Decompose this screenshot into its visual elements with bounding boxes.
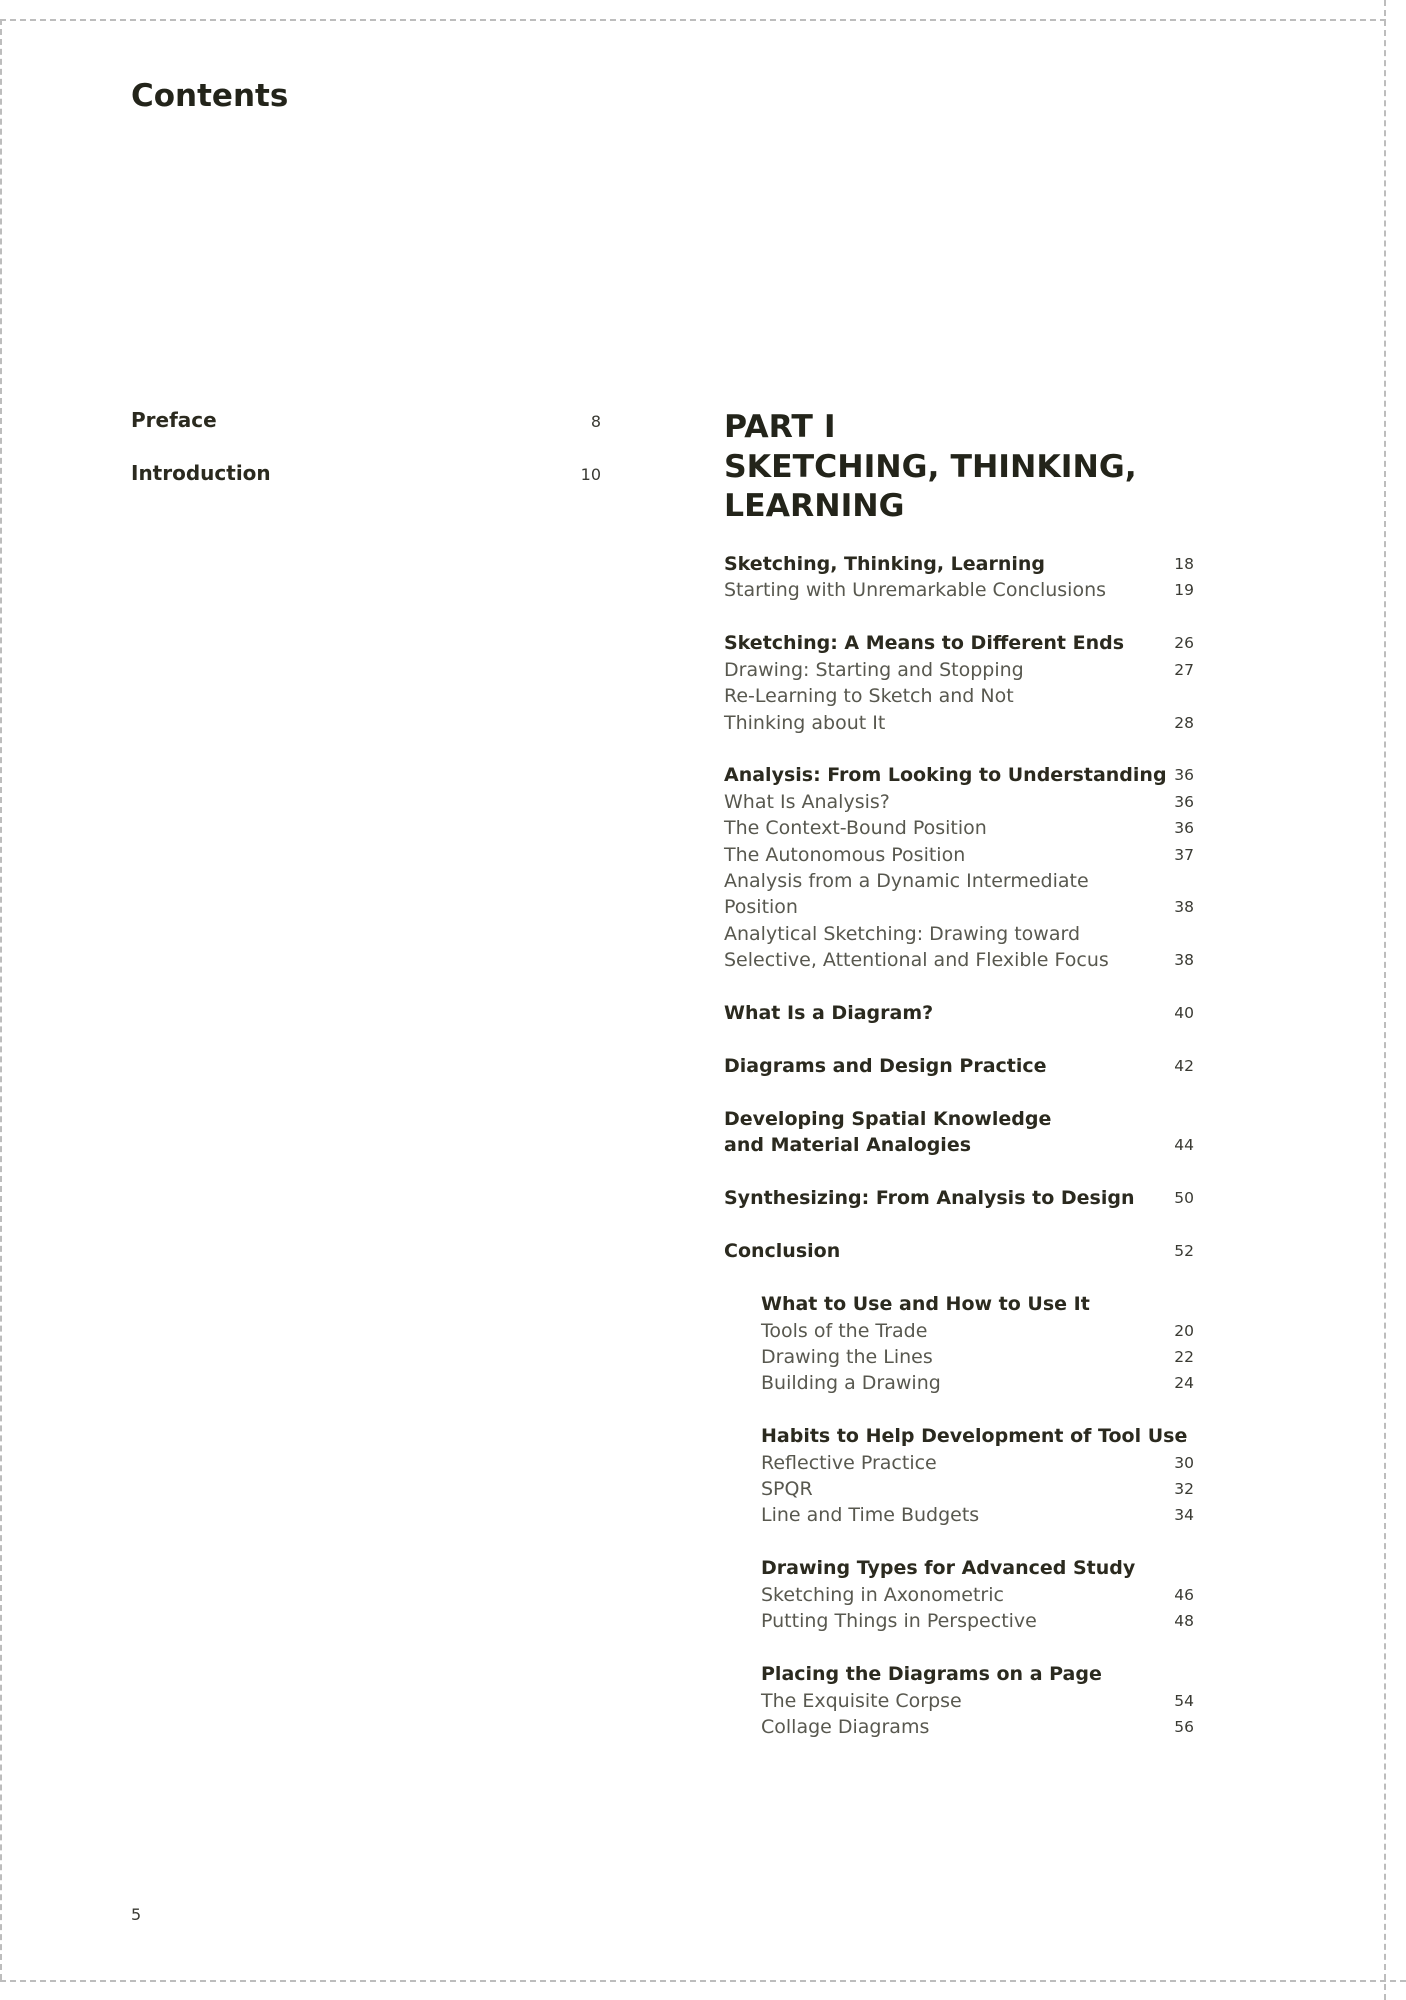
toc-section-entry[interactable] [724, 842, 1194, 868]
toc-entry-label: What Is Analysis? [724, 790, 890, 813]
toc-group [724, 551, 1194, 604]
toc-page-number: 40 [1174, 1004, 1194, 1023]
toc-section-entry[interactable] [724, 894, 1194, 920]
toc-entry-label: Line and Time Budgets [761, 1504, 980, 1527]
toc-page-number: 24 [1174, 1374, 1194, 1393]
toc-chapter-entry[interactable] [724, 762, 1194, 788]
toc-entry-preface[interactable] [131, 408, 601, 461]
toc-entry-label: Preface [131, 408, 217, 432]
toc-list [724, 551, 1194, 1767]
toc-group [724, 1185, 1194, 1211]
toc-section-entry[interactable] [761, 1714, 1194, 1740]
toc-page-number: 20 [1174, 1321, 1194, 1340]
toc-section-entry[interactable] [724, 657, 1194, 683]
toc-chapter-entry[interactable] [761, 1555, 1194, 1581]
toc-section-entry[interactable] [761, 1370, 1194, 1396]
toc-page-number: 34 [1174, 1506, 1194, 1525]
toc-page-number: 52 [1174, 1242, 1194, 1261]
page-title: Contents [131, 78, 289, 114]
toc-page-number: 26 [1174, 634, 1194, 653]
toc-entry-label: Synthesizing: From Analysis to Design [724, 1187, 1135, 1210]
toc-page-number: 38 [1174, 951, 1194, 970]
page-border-top [0, 19, 1386, 21]
toc-page-number: 28 [1174, 713, 1194, 732]
toc-chapter-entry[interactable] [724, 1238, 1194, 1264]
toc-entry-label: SPQR [761, 1478, 813, 1501]
toc-page-number: 56 [1174, 1717, 1194, 1736]
toc-page-number: 18 [1174, 555, 1194, 573]
toc-group [761, 1423, 1194, 1529]
toc-entry-label: Putting Things in Perspective [761, 1610, 1037, 1633]
toc-page-number: 36 [1174, 792, 1194, 811]
toc-entry-label: Drawing: Starting and Stopping [724, 658, 1024, 681]
toc-page-number: 30 [1174, 1453, 1194, 1472]
toc-entry-label: What to Use and How to Use It [761, 1293, 1090, 1316]
toc-chapter-entry[interactable] [724, 1106, 1194, 1132]
toc-section-entry[interactable] [761, 1582, 1194, 1608]
toc-entry-label: Sketching: A Means to Different Ends [724, 632, 1125, 655]
toc-entry-label: Introduction [131, 461, 271, 485]
toc-entry-label: Drawing the Lines [761, 1345, 933, 1368]
toc-section-entry[interactable] [761, 1502, 1194, 1528]
toc-chapter-entry[interactable] [724, 1185, 1194, 1211]
toc-group [761, 1555, 1194, 1634]
page-border-bottom [0, 1980, 1406, 1982]
toc-entry-label: Tools of the Trade [761, 1319, 928, 1342]
toc-section-entry[interactable] [724, 577, 1194, 603]
toc-entry-label: Drawing Types for Advanced Study [761, 1557, 1136, 1580]
toc-chapter-entry[interactable] [761, 1291, 1194, 1317]
toc-page-number: 46 [1174, 1585, 1194, 1604]
toc-page-number: 8 [590, 412, 601, 431]
part-title-line: SKETCHING, THINKING, [724, 448, 1137, 485]
toc-page-number: 19 [1174, 581, 1194, 600]
toc-group [761, 1661, 1194, 1740]
toc-chapter-entry[interactable] [761, 1423, 1194, 1449]
toc-entry-label: Reflective Practice [761, 1451, 937, 1474]
part-title-line: LEARNING [724, 488, 905, 524]
toc-chapter-entry[interactable] [724, 1132, 1194, 1158]
toc-entry-label: Re-Learning to Sketch and Not [724, 685, 1014, 708]
toc-page-number: 42 [1174, 1057, 1194, 1076]
toc-entry-label: Building a Drawing [761, 1372, 941, 1395]
toc-entry-label: Analysis from a Dynamic Intermediate [724, 870, 1089, 893]
toc-entry-label: The Context-Bound Position [724, 817, 987, 840]
toc-entry-label: Analytical Sketching: Drawing toward [724, 922, 1081, 945]
toc-chapter-entry[interactable] [724, 551, 1194, 577]
toc-entry-label: What Is a Diagram? [724, 1002, 934, 1025]
toc-entry-label: Starting with Unremarkable Conclusions [724, 579, 1107, 602]
toc-section-entry[interactable] [724, 921, 1194, 947]
toc-group [724, 1238, 1194, 1264]
toc-group [761, 1291, 1194, 1397]
part-title-line: PART I [724, 409, 836, 445]
toc-page-number: 37 [1174, 845, 1194, 864]
page-number: 5 [131, 1905, 142, 1924]
page-border-left [0, 19, 2, 1980]
toc-page-number: 32 [1174, 1480, 1194, 1499]
toc-entry-label: The Exquisite Corpse [761, 1689, 962, 1712]
toc-entry-label: Sketching, Thinking, Learning [724, 553, 1046, 575]
toc-entry-label: Sketching in Axonometric [761, 1583, 1004, 1606]
toc-entry-label: Habits to Help Development of Tool Use [761, 1425, 1188, 1448]
toc-entry-label: Selective, Attentional and Flexible Focus [724, 949, 1109, 972]
toc-page-number: 36 [1174, 819, 1194, 838]
toc-page-number: 44 [1174, 1136, 1194, 1155]
toc-entry-label: Conclusion [724, 1240, 841, 1263]
toc-entry-label: Position [724, 896, 798, 919]
toc-page-number: 38 [1174, 898, 1194, 917]
toc-section-entry[interactable] [724, 947, 1194, 973]
toc-section-entry[interactable] [761, 1318, 1194, 1344]
toc-section-entry[interactable] [761, 1344, 1194, 1370]
toc-group [724, 1106, 1194, 1159]
toc-page-number: 50 [1174, 1189, 1194, 1208]
toc-entry-label: Collage Diagrams [761, 1715, 930, 1738]
toc-entry-label: Diagrams and Design Practice [724, 1055, 1047, 1078]
toc-entry-introduction[interactable] [131, 461, 601, 514]
toc-page-number: 10 [580, 465, 601, 484]
toc-chapter-entry[interactable] [724, 1000, 1194, 1026]
toc-page-number: 48 [1174, 1612, 1194, 1631]
toc-group [724, 1000, 1194, 1026]
toc-section-entry[interactable] [761, 1608, 1194, 1634]
toc-section-entry[interactable] [724, 710, 1194, 736]
toc-section-entry[interactable] [761, 1450, 1194, 1476]
toc-entry-label: The Autonomous Position [724, 843, 966, 866]
toc-group [724, 1053, 1194, 1079]
toc-section-entry[interactable] [761, 1476, 1194, 1502]
toc-entry-label: Analysis: From Looking to Understanding [724, 764, 1167, 787]
toc-section-entry[interactable] [724, 789, 1194, 815]
toc-section-entry[interactable] [761, 1688, 1194, 1714]
toc-chapter-entry[interactable] [724, 630, 1194, 656]
toc-section-entry[interactable] [724, 868, 1194, 894]
toc-entry-label: and Material Analogies [724, 1134, 972, 1157]
part-title [724, 408, 1137, 527]
toc-page-number: 27 [1174, 660, 1194, 679]
toc-entry-label: Developing Spatial Knowledge [724, 1108, 1052, 1130]
toc-section-entry[interactable] [724, 815, 1194, 841]
toc-group [724, 630, 1194, 736]
toc-entry-label: Thinking about It [724, 711, 886, 734]
toc-chapter-entry[interactable] [724, 1053, 1194, 1079]
toc-page-number: 22 [1174, 1347, 1194, 1366]
toc-chapter-entry[interactable] [761, 1661, 1194, 1687]
front-matter-list [131, 408, 601, 514]
toc-group [724, 762, 1194, 973]
toc-section-entry[interactable] [724, 683, 1194, 709]
toc-page-number: 36 [1174, 766, 1194, 785]
toc-entry-label: Placing the Diagrams on a Page [761, 1663, 1102, 1686]
page-border-right [1384, 0, 1386, 2000]
toc-page-number: 54 [1174, 1691, 1194, 1710]
